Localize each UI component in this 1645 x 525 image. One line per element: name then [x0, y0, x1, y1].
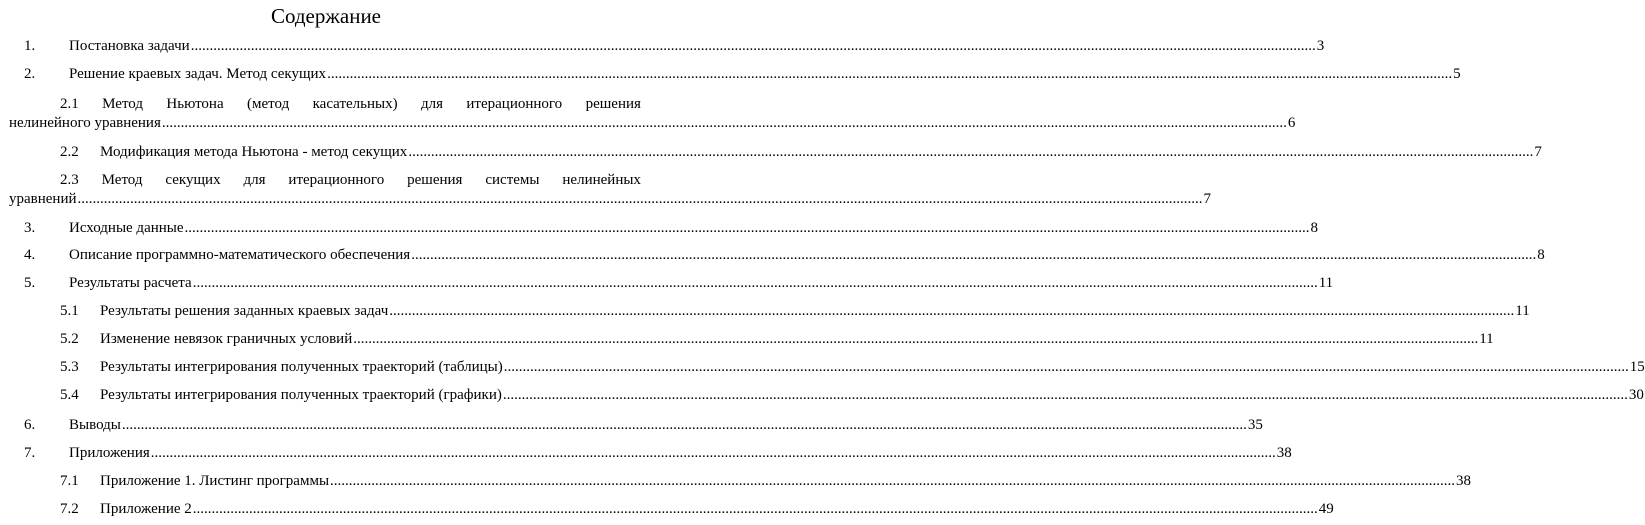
toc-entry-text: Решение краевых задач. Метод секущих [69, 66, 327, 82]
toc-entry-text: Приложение 1. Листинг программы [100, 473, 330, 489]
toc-entry-page: 5 [1453, 66, 1461, 82]
toc-entry-number: 7.1 [60, 473, 79, 489]
toc-entry-number: 5.1 [60, 303, 79, 319]
toc-entry[interactable] [60, 143, 1542, 161]
toc-dot-leader: ............................................................................................................................................................................................................................................................................................................ [150, 445, 1276, 461]
toc-entry-number: 2.1 [60, 96, 79, 112]
toc-entry[interactable] [60, 358, 1645, 376]
toc-dot-leader: ............................................................................................................................................................................................................................................................................................................ [330, 473, 1456, 489]
toc-entry-text-line2: уравнений [9, 191, 77, 207]
toc-entry-page: 11 [1515, 303, 1530, 319]
toc-entry-page: 11 [1318, 275, 1334, 291]
toc-entry-number: 6. [24, 417, 36, 433]
toc-entry[interactable] [24, 416, 1263, 434]
toc-entry[interactable] [60, 302, 1530, 320]
toc-entry-number: 7. [24, 445, 36, 461]
toc-entry-page: 8 [1537, 247, 1545, 263]
toc-entry-multiline[interactable] [60, 171, 641, 189]
toc-entry-text: Приложение 2 [100, 501, 192, 517]
toc-entry-word: нелинейных [562, 172, 641, 188]
toc-entry-word: для [243, 172, 266, 188]
toc-entry-text: Результаты решения заданных краевых задач [100, 303, 389, 319]
toc-dot-leader: ............................................................................................................................................................................................................................................................................................................ [502, 387, 1628, 403]
toc-dot-leader: ............................................................................................................................................................................................................................................................................................................ [353, 331, 1479, 347]
toc-entry-number: 5.4 [60, 387, 79, 403]
toc-entry-text: Исходные данные [69, 220, 184, 236]
toc-dot-leader: ............................................................................................................................................................................................................................................................................................................ [161, 115, 1287, 131]
toc-entry[interactable] [24, 219, 1319, 237]
toc-entry-text: Приложения [69, 445, 150, 461]
toc-dot-leader: ............................................................................................................................................................................................................................................................................................................ [503, 359, 1629, 375]
toc-entry-number: 2. [24, 66, 36, 82]
toc-title: Содержание [270, 4, 382, 28]
toc-entry[interactable] [60, 500, 1334, 518]
toc-entry-page: 11 [1479, 331, 1494, 347]
toc-entry-number: 5.3 [60, 359, 79, 375]
toc-dot-leader: ............................................................................................................................................................................................................................................................................................................ [411, 247, 1537, 263]
toc-entry-continuation [9, 114, 1296, 132]
toc-entry-word: Ньютона [166, 96, 224, 112]
toc-entry-number: 3. [24, 220, 36, 236]
toc-dot-leader: ............................................................................................................................................................................................................................................................................................................ [408, 144, 1534, 160]
toc-dot-leader: ............................................................................................................................................................................................................................................................................................................ [327, 66, 1453, 82]
toc-entry-number: 7.2 [60, 501, 79, 517]
toc-entry-text-line1 [60, 95, 641, 113]
toc-entry-page: 35 [1247, 417, 1263, 433]
toc-dot-leader: ............................................................................................................................................................................................................................................................................................................ [389, 303, 1515, 319]
toc-entry-page: 8 [1310, 220, 1319, 236]
toc-entry-text: Описание программно-математического обеспечения [69, 247, 411, 263]
toc-entry-number: 4. [24, 247, 36, 263]
toc-entry-continuation [9, 190, 1212, 208]
toc-dot-leader: ............................................................................................................................................................................................................................................................................................................ [184, 220, 1310, 236]
toc-entry[interactable] [24, 274, 1334, 292]
toc-entry-page: 38 [1456, 473, 1472, 489]
toc-entry[interactable] [24, 246, 1545, 264]
toc-entry[interactable] [60, 330, 1494, 348]
toc-entry-page: 49 [1318, 501, 1334, 517]
toc-dot-leader: ............................................................................................................................................................................................................................................................................................................ [121, 417, 1247, 433]
toc-entry[interactable] [24, 65, 1461, 83]
toc-entry-word: системы [485, 172, 540, 188]
toc-entry-number: 1. [24, 38, 36, 54]
toc-entry-text: Постановка задачи [69, 38, 190, 54]
toc-entry-page: 15 [1629, 359, 1645, 375]
toc-dot-leader: ............................................................................................................................................................................................................................................................................................................ [190, 38, 1316, 54]
toc-entry-page: 6 [1287, 115, 1296, 131]
toc-dot-leader: ............................................................................................................................................................................................................................................................................................................ [192, 501, 1318, 517]
toc-entry-word: касательных) [312, 96, 398, 112]
toc-entry-text: Выводы [69, 417, 121, 433]
toc-entry-number: 5.2 [60, 331, 79, 347]
toc-entry-text: Результаты расчета [69, 275, 192, 291]
toc-entry-text: Результаты интегрирования полученных траекторий (таблицы) [100, 359, 503, 375]
toc-dot-leader: ............................................................................................................................................................................................................................................................................................................ [77, 191, 1203, 207]
toc-entry-number: 2.3 [60, 172, 79, 188]
toc-entry-word: секущих [165, 172, 221, 188]
toc-entry[interactable] [60, 472, 1472, 490]
toc-entry-number: 5. [24, 275, 36, 291]
toc-entry-multiline[interactable] [60, 95, 641, 113]
toc-entry-page: 7 [1203, 191, 1212, 207]
toc-entry-text: Модификация метода Ньютона - метод секущих [100, 144, 408, 160]
toc-dot-leader: ............................................................................................................................................................................................................................................................................................................ [192, 275, 1318, 291]
toc-entry-word: решения [407, 172, 463, 188]
toc-entry-page: 7 [1534, 144, 1542, 160]
toc-entry-word: итерационного [288, 172, 385, 188]
toc-entry-page: 38 [1276, 445, 1292, 461]
toc-entry-word: Метод [101, 172, 143, 188]
toc-entry-word: Метод [102, 96, 143, 112]
toc-entry[interactable] [24, 37, 1325, 55]
toc-entry-word: для [420, 96, 443, 112]
toc-entry-text: Результаты интегрирования полученных траекторий (графики) [100, 387, 502, 403]
toc-entry[interactable] [60, 386, 1644, 404]
toc-entry-text-line2: нелинейного уравнения [9, 115, 161, 131]
toc-entry-word: (метод [247, 96, 290, 112]
toc-entry-text: Изменение невязок граничных условий [100, 331, 353, 347]
toc-entry-page: 30 [1628, 387, 1644, 403]
toc-entry-word: итерационного [466, 96, 563, 112]
toc-entry-page: 3 [1316, 38, 1325, 54]
toc-entry-word: решения [585, 96, 641, 112]
toc-entry-number: 2.2 [60, 144, 79, 160]
toc-entry[interactable] [24, 444, 1292, 462]
toc-entry-text-line1 [60, 171, 641, 189]
